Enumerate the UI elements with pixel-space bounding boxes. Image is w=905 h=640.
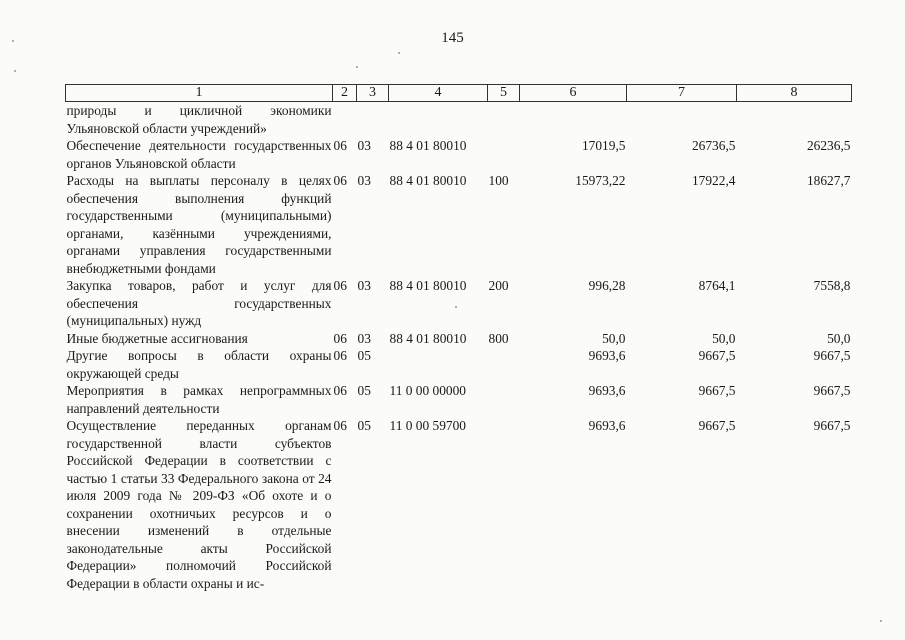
row-value-col8: 9667,5 [813, 418, 851, 433]
row-value-col7: 17922,4 [691, 173, 736, 188]
row-subsection: 05 [357, 383, 371, 398]
header-col-8: 8 [737, 85, 852, 102]
row-section: 06 [333, 383, 347, 398]
row-target-article: 88 4 01 80010 [389, 173, 467, 188]
row-section [333, 102, 357, 138]
row-expense-type [488, 382, 520, 417]
row-value-col8: 18627,7 [806, 173, 851, 188]
row-target-article [389, 102, 488, 138]
header-col-4: 4 [389, 85, 488, 102]
header-col-5: 5 [488, 85, 520, 102]
row-section: 06 [333, 348, 347, 363]
row-expense-type: 100 [488, 173, 509, 188]
row-value-col7 [627, 102, 737, 138]
row-target-article [389, 347, 488, 382]
row-value-col6: 9693,6 [588, 383, 626, 398]
scan-speck [455, 306, 457, 308]
table-row [66, 382, 852, 417]
row-value-col6: 17019,5 [581, 138, 626, 153]
page-number: 145 [441, 30, 464, 46]
row-value-col8: 9667,5 [813, 383, 851, 398]
table-row [66, 137, 852, 172]
row-value-col6: 9693,6 [588, 348, 626, 363]
row-name: Расходы на выплаты персоналу в целях обеспечения выполнения функций государственными (муниципальными) органами, казёнными учреждениями, органами управления государственными внебюджетными фондами [66, 173, 332, 276]
row-expense-type [488, 137, 520, 172]
scan-speck [14, 70, 16, 72]
row-expense-type [488, 417, 520, 592]
row-name: Иные бюджетные ассигнования [66, 330, 248, 346]
row-section: 06 [333, 138, 347, 153]
row-target-article: 88 4 01 80010 [389, 278, 467, 293]
row-section: 06 [333, 330, 347, 346]
row-value-col8: 9667,5 [813, 348, 851, 363]
row-subsection: 03 [357, 330, 371, 346]
row-value-col7: 8764,1 [698, 278, 736, 293]
row-subsection: 03 [357, 138, 371, 153]
header-col-6: 6 [520, 85, 627, 102]
row-value-col6: 9693,6 [588, 418, 626, 433]
table-row [66, 277, 852, 330]
header-col-3: 3 [357, 85, 389, 102]
scan-speck [12, 40, 14, 42]
row-name: природы и цикличной экономики Ульяновской области учреждений» [66, 103, 332, 136]
row-value-col7: 26736,5 [691, 138, 736, 153]
scan-speck [880, 620, 882, 622]
row-name: Другие вопросы в области охраны окружающей среды [66, 348, 332, 381]
scan-speck [398, 52, 400, 54]
row-target-article: 88 4 01 80010 [389, 138, 467, 153]
row-value-col7: 9667,5 [698, 418, 736, 433]
row-section: 06 [333, 173, 347, 188]
row-value-col8: 26236,5 [806, 138, 851, 153]
row-value-col7: 9667,5 [698, 383, 736, 398]
row-value-col6: 50,0 [602, 330, 626, 346]
row-value-col8 [737, 102, 852, 138]
row-value-col6 [520, 102, 627, 138]
row-expense-type [488, 102, 520, 138]
row-subsection: 03 [357, 278, 371, 293]
header-col-2: 2 [333, 85, 357, 102]
row-name: Обеспечение деятельности государственных органов Ульяновской области [66, 138, 332, 171]
table-header-row [66, 85, 852, 102]
row-target-article: 11 0 00 00000 [389, 383, 466, 398]
row-value-col7: 9667,5 [698, 348, 736, 363]
table-row [66, 172, 852, 277]
row-target-article: 88 4 01 80010 [389, 330, 467, 346]
budget-table [65, 84, 852, 592]
table-row [66, 330, 852, 348]
row-name: Мероприятия в рамках непрограммных направлений деятельности [66, 383, 332, 416]
table-row [66, 347, 852, 382]
row-name: Закупка товаров, работ и услуг для обеспечения государственных (муниципальных) нужд [66, 278, 332, 328]
row-expense-type: 200 [488, 278, 509, 293]
row-target-article: 11 0 00 59700 [389, 418, 466, 433]
row-section: 06 [333, 278, 347, 293]
header-col-1: 1 [66, 85, 333, 102]
table-row [66, 102, 852, 138]
row-expense-type [488, 347, 520, 382]
row-subsection: 03 [357, 173, 371, 188]
row-section: 06 [333, 418, 347, 433]
scan-speck [356, 66, 358, 68]
row-value-col7: 50,0 [712, 330, 736, 346]
row-value-col6: 996,28 [588, 278, 626, 293]
row-subsection: 05 [357, 418, 371, 433]
row-subsection [357, 102, 389, 138]
table-row [66, 417, 852, 592]
row-value-col8: 7558,8 [813, 278, 851, 293]
row-value-col8: 50,0 [827, 330, 851, 346]
row-expense-type: 800 [488, 330, 509, 346]
row-subsection: 05 [357, 348, 371, 363]
row-name: Осуществление переданных органам государственной власти субъектов Российской Федерации в соответствии с частью 1 статьи 33 Федерального закона от 24 июля 2009 года № 209-ФЗ «Об охоте и о сохранении охотничьих ресурсов и о внесении изменений в отдельные законодательные акты Российской Федерации» полномочий Российской Федерации в области охраны и ис- [66, 418, 332, 591]
row-value-col6: 15973,22 [575, 173, 626, 188]
header-col-7: 7 [627, 85, 737, 102]
